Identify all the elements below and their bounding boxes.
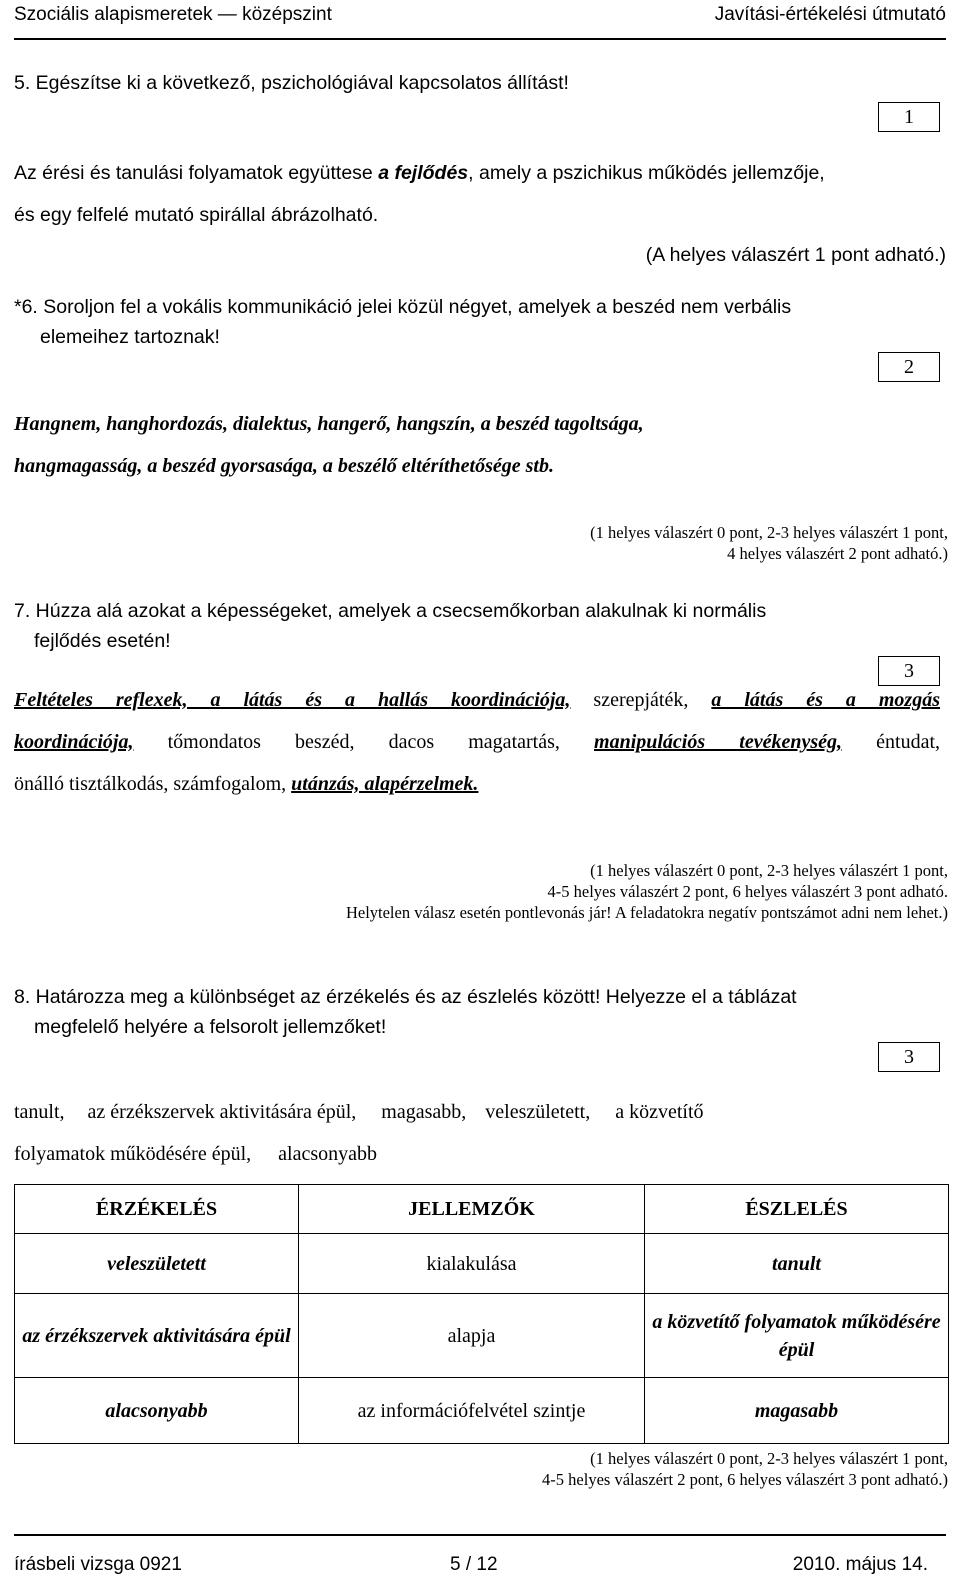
footer-date: 2010. május 14. [792,1554,928,1575]
q8-table [14,1184,949,1444]
q8-score-box: 3 [878,1042,940,1072]
q8-options-line2 [14,1136,377,1172]
q5-answer-key: a fejlődés [378,162,469,184]
q8-question-line1: 8. Határozza meg a különbséget az érzékelés és az észlelés között! Helyezze el a táblázat [14,986,797,1008]
q5-answer-pre: Az érési és tanulási folyamatok együttese [14,162,379,184]
q8-options-line1 [14,1094,940,1130]
q7-plain-4: önálló tisztálkodás, számfogalom, [14,773,292,795]
footer-divider [14,1534,946,1536]
q7-plain-3: éntudat, [842,731,941,753]
q7-score-box: 3 [878,656,940,686]
q6-answer-line2: hangmagasság, a beszéd gyorsasága, a beszélő eltéríthetősége stb. [14,455,554,477]
table-cell: az érzékszervek aktivitására épül [15,1294,299,1378]
q8-option-4: veleszületett, [485,1101,591,1123]
q8-option-5: a közvetítő [615,1101,704,1123]
header-subtitle: Javítási-értékelési útmutató [714,4,946,25]
q5-answer-line2: és egy felfelé mutató spirállal ábrázolható. [14,204,379,226]
q7-answer-line2 [14,724,940,760]
q7-note-line3: Helytelen válasz esetén pontlevonás jár! A feladatokra negatív pontszámot adni nem lehet.) [345,903,948,922]
q8-option-6: folyamatok működésére épül, [14,1143,252,1165]
table-header-cell: JELLEMZŐK [299,1185,645,1234]
footer-page-number: 5 / 12 [450,1554,498,1575]
q7-scoring-note [48,860,948,923]
table-cell: veleszületett [15,1234,299,1294]
q7-plain-1: szerepjáték, [570,689,712,711]
table-cell: alacsonyabb [15,1378,299,1444]
q7-underlined-3: koordinációja, [14,731,134,753]
q5-question: 5. Egészítse ki a következő, pszichológiával kapcsolatos állítást! [14,72,569,94]
q6-answer-line1: Hangnem, hanghordozás, dialektus, hangerő, hangszín, a beszéd tagoltsága, [14,413,644,435]
q6-scoring-note [48,522,948,564]
table-cell: alapja [299,1294,645,1378]
q7-answer-line3 [14,766,478,802]
table-cell: az információfelvétel szintje [299,1378,645,1444]
table-cell: kialakulása [299,1234,645,1294]
table-row [15,1294,949,1378]
q7-plain-2: tőmondatos beszéd, dacos magatartás, [133,731,595,753]
q7-note-line2: 4-5 helyes válaszért 2 pont, 6 helyes válaszért 3 pont adható. [547,882,948,901]
q6-question-line1: *6. Soroljon fel a vokális kommunikáció jelei közül négyet, amelyek a beszéd nem verbális [14,296,792,318]
table-cell: a közvetítő folyamatok működésére épül [645,1294,949,1378]
table-cell: tanult [645,1234,949,1294]
q7-underlined-1: Feltételes reflexek, a látás és a hallás koordinációja, [14,689,571,711]
q8-note-line2: 4-5 helyes válaszért 2 pont, 6 helyes válaszért 3 pont adható.) [542,1470,948,1489]
q7-underlined-4: manipulációs tevékenység, [594,731,843,753]
table-header-row [15,1185,949,1234]
q5-answer-post: , amely a pszichikus működés jellemzője, [468,162,825,184]
q7-question-line1: 7. Húzza alá azokat a képességeket, amelyek a csecsemőkorban alakulnak ki normális [14,600,767,622]
q8-option-7: alacsonyabb [278,1143,378,1165]
header-title: Szociális alapismeretek — középszint [14,4,332,25]
table-row [15,1234,949,1294]
q5-answer [14,158,944,188]
q8-option-3: magasabb, [381,1101,467,1123]
q8-question-line2: megfelelő helyére a felsorolt jellemzőket! [34,1016,387,1038]
table-cell: magasabb [645,1378,949,1444]
q7-underlined-2: a látás és a mozgás [711,689,940,711]
q6-question-line2: elemeihez tartoznak! [40,326,220,348]
q7-underlined-5: utánzás, alapérzelmek. [291,773,479,795]
q5-score-box: 1 [878,102,940,132]
q7-answer-line1 [14,682,940,718]
table-row [15,1378,949,1444]
q5-scoring-note: (A helyes válaszért 1 pont adható.) [645,244,946,266]
table-header-cell: ÉSZLELÉS [645,1185,949,1234]
q8-option-1: tanult, [14,1101,65,1123]
header-divider [14,38,946,40]
q7-question-line2: fejlődés esetén! [34,630,171,652]
q8-scoring-note [48,1448,948,1490]
q8-option-2: az érzékszervek aktivitására épül, [87,1101,357,1123]
table-header-cell: ÉRZÉKELÉS [15,1185,299,1234]
footer-exam-label: írásbeli vizsga 0921 [14,1554,182,1575]
q6-note-line1: (1 helyes válaszért 0 pont, 2-3 helyes válaszért 1 pont, [590,523,948,542]
q7-note-line1: (1 helyes válaszért 0 pont, 2-3 helyes válaszért 1 pont, [590,861,948,880]
q6-score-box: 2 [878,352,940,382]
q8-note-line1: (1 helyes válaszért 0 pont, 2-3 helyes válaszért 1 pont, [590,1449,948,1468]
q6-note-line2: 4 helyes válaszért 2 pont adható.) [727,544,948,563]
